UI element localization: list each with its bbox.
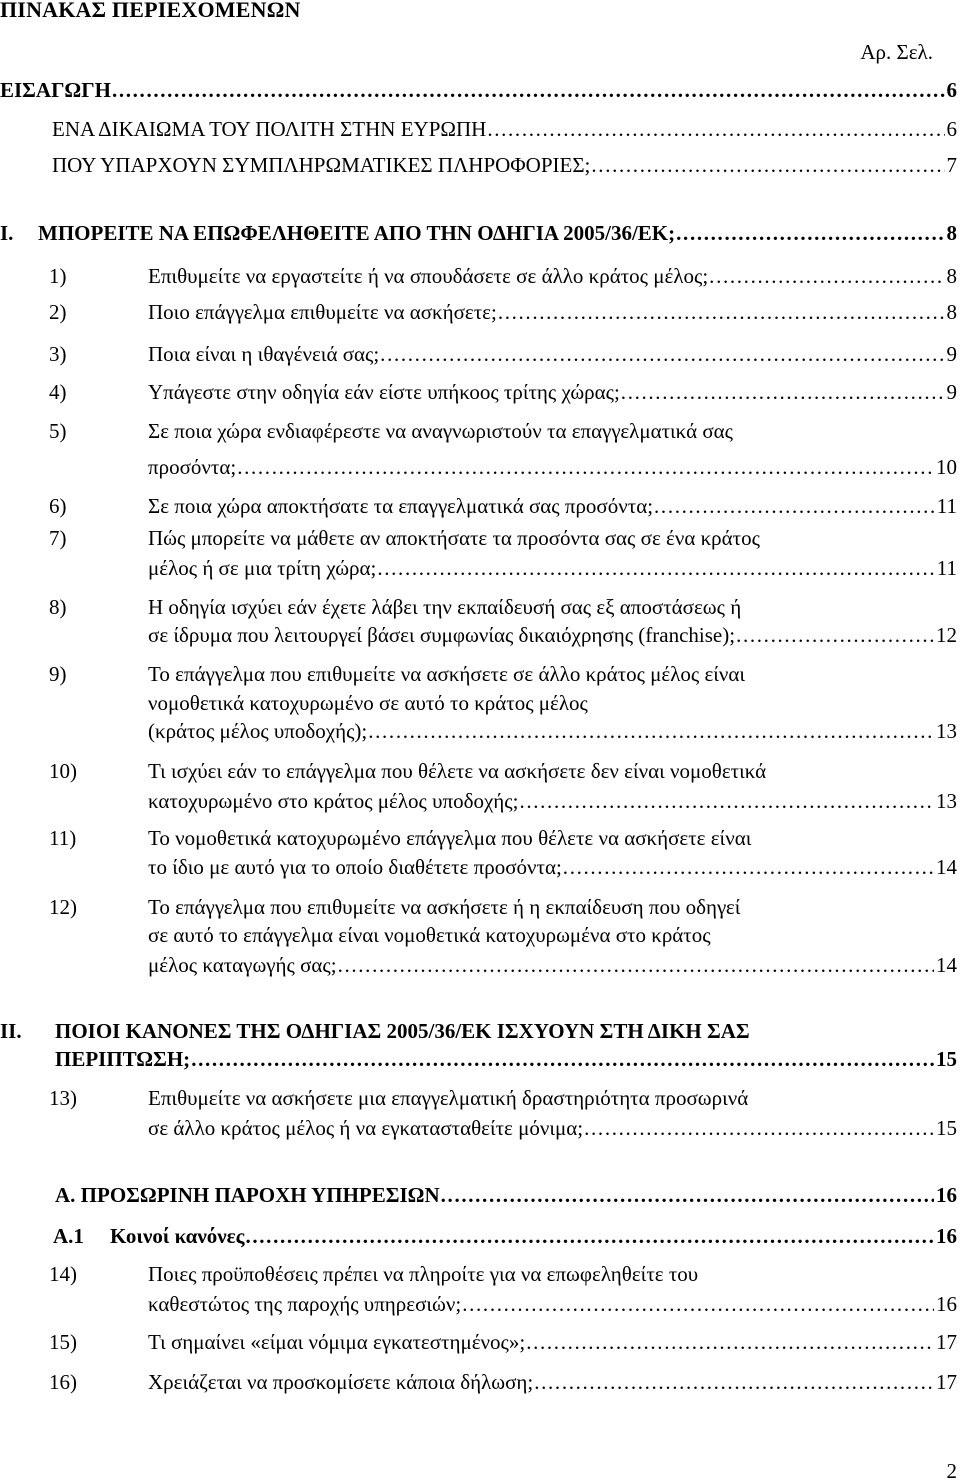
toc-entry-number: 1) <box>49 264 67 288</box>
toc-entry-page: 8 <box>946 300 957 324</box>
toc-entry-page: 14 <box>936 855 957 879</box>
toc-entry-page: 10 <box>936 455 957 479</box>
toc-entry-page: 15 <box>936 1116 957 1140</box>
toc-entry-number: 12) <box>49 895 77 919</box>
toc-entry-text: σε αυτό το επάγγελμα είναι νομοθετικά κατοχυρωμένα στο κράτος <box>148 923 711 947</box>
toc-entry-text: Υπάγεστε στην οδηγία εάν είστε υπήκοος τρίτης χώρας; <box>148 380 620 404</box>
toc-entry-text: Κοινοί κανόνες <box>110 1224 245 1248</box>
dot-leader <box>583 1113 934 1143</box>
toc-entry-text: Σε ποια χώρα ενδιαφέρεστε να αναγνωριστούν τα επαγγελματικά σας <box>148 419 733 443</box>
toc-entry-line <box>148 852 957 882</box>
toc-entry-page: 9 <box>946 342 957 366</box>
toc-entry-number: 7) <box>49 526 67 550</box>
toc-entry-text: Ποια είναι η ιθαγένειά σας; <box>148 342 380 366</box>
dot-leader <box>337 950 934 980</box>
toc-entry-page: 7 <box>946 153 957 177</box>
toc-entry-text: νομοθετικά κατοχυρωμένο σε αυτό το κράτος μέλος <box>148 691 588 715</box>
dot-leader <box>379 339 944 369</box>
toc-title: ΠΙΝΑΚΑΣ ΠΕΡΙΕΧΟΜΕΝΩΝ <box>0 0 301 22</box>
dot-leader <box>653 491 935 521</box>
toc-entry-page: 13 <box>936 719 957 743</box>
toc-entry-line <box>148 1327 957 1357</box>
toc-entry-text: σε άλλο κράτος μέλος ή να εγκατασταθείτε μόνιμα; <box>148 1116 584 1140</box>
dot-leader <box>708 261 944 291</box>
dot-leader <box>440 1180 934 1210</box>
toc-entry-line <box>55 1180 957 1210</box>
toc-entry-line <box>148 786 957 816</box>
dot-leader <box>675 218 944 248</box>
toc-entry-line <box>148 297 957 327</box>
toc-entry-text: Σε ποια χώρα αποκτήσατε τα επαγγελματικά σας προσόντα; <box>148 494 654 518</box>
toc-entry-text: Το νομοθετικά κατοχυρωμένο επάγγελμα που θέλετε να ασκήσετε είναι <box>148 826 752 850</box>
toc-entry-text: κατοχυρωμένο στο κράτος μέλος υποδοχής; <box>148 789 519 813</box>
toc-entry-number: 4) <box>49 380 67 404</box>
toc-entry-text: Ποιες προϋποθέσεις πρέπει να πληροίτε για να επωφεληθείτε του <box>148 1262 699 1286</box>
toc-entry-text: μέλος ή σε μια τρίτη χώρα; <box>148 556 377 580</box>
toc-entry-number: 10) <box>49 759 77 783</box>
toc-entry-line <box>110 1221 957 1251</box>
toc-entry-line <box>52 114 957 144</box>
toc-entry-line <box>148 452 957 482</box>
page-number: 2 <box>946 1459 957 1483</box>
dot-leader <box>244 1221 934 1251</box>
toc-entry-number: I. <box>0 221 14 245</box>
toc-entry-text: ΠΟΥ ΥΠΑΡΧΟΥΝ ΣΥΜΠΛΗΡΩΜΑΤΙΚΕΣ ΠΛΗΡΟΦΟΡΙΕΣ; <box>52 153 591 177</box>
toc-entry-number: 14) <box>49 1262 77 1286</box>
toc-entry-number: 6) <box>49 494 67 518</box>
dot-leader <box>367 716 934 746</box>
toc-entry-page: 8 <box>946 221 957 245</box>
toc-entry-text: ΕΝΑ ΔΙΚΑΙΩΜΑ ΤΟΥ ΠΟΛΙΤΗ ΣΤΗΝ ΕΥΡΩΠΗ <box>52 117 487 141</box>
toc-entry-text: Α. ΠΡΟΣΩΡΙΝΗ ΠΑΡΟΧΗ ΥΠΗΡΕΣΙΩΝ <box>55 1183 440 1207</box>
toc-entry-page: 17 <box>936 1370 957 1394</box>
dot-leader <box>620 377 945 407</box>
toc-entry-text: Ποιο επάγγελμα επιθυμείτε να ασκήσετε; <box>148 300 497 324</box>
toc-entry-line <box>38 218 957 248</box>
toc-entry-page: 17 <box>936 1330 957 1354</box>
toc-entry-page: 16 <box>936 1183 957 1207</box>
toc-entry-text: Πώς μπορείτε να μάθετε αν αποκτήσατε τα προσόντα σας σε ένα κράτος <box>148 526 760 550</box>
toc-entry-line <box>148 491 957 521</box>
toc-entry-text: σε ίδρυμα που λειτουργεί βάσει συμφωνίας δικαιόχρησης (franchise); <box>148 623 736 647</box>
dot-leader <box>111 75 945 105</box>
toc-entry-text: ΠΕΡΙΠΤΩΣΗ; <box>55 1047 191 1071</box>
toc-entry-number: 13) <box>49 1086 77 1110</box>
toc-entry-text: ΜΠΟΡΕΙΤΕ ΝΑ ΕΠΩΦΕΛΗΘΕΙΤΕ ΑΠΟ ΤΗΝ ΟΔΗΓΙΑ 2005/36/ΕΚ; <box>38 221 676 245</box>
dot-leader <box>486 114 944 144</box>
toc-entry-page: 11 <box>936 494 957 518</box>
toc-entry-line <box>148 1113 957 1143</box>
toc-entry-page: 14 <box>936 953 957 977</box>
toc-entry-line <box>148 377 957 407</box>
dot-leader <box>590 150 944 180</box>
toc-entry-text: μέλος καταγωγής σας; <box>148 953 337 977</box>
toc-entry-number: 11) <box>49 826 77 850</box>
toc-entry-line <box>148 1367 957 1397</box>
toc-entry-text: Το επάγγελμα που επιθυμείτε να ασκήσετε σε άλλο κράτος μέλος είναι <box>148 662 746 686</box>
toc-entry-page: 12 <box>936 623 957 647</box>
toc-entry-text: καθεστώτος της παροχής υπηρεσιών; <box>148 1292 462 1316</box>
dot-leader <box>735 620 934 650</box>
toc-entry-line <box>148 1289 957 1319</box>
toc-entry-number: 8) <box>49 595 67 619</box>
toc-entry-number: 9) <box>49 662 67 686</box>
toc-entry-number: 5) <box>49 419 67 443</box>
toc-entry-page: 11 <box>936 556 957 580</box>
toc-entry-page: 6 <box>946 78 957 102</box>
toc-entry-line <box>55 1044 957 1074</box>
page-column-header: Αρ. Σελ. <box>860 40 933 64</box>
toc-entry-line <box>148 553 957 583</box>
toc-entry-line <box>148 716 957 746</box>
toc-entry-number: Α.1 <box>53 1224 84 1248</box>
toc-entry-text: Τι ισχύει εάν το επάγγελμα που θέλετε να ασκήσετε δεν είναι νομοθετικά <box>148 759 767 783</box>
toc-entry-text: Χρειάζεται να προσκομίσετε κάποια δήλωση; <box>148 1370 534 1394</box>
toc-entry-page: 6 <box>946 117 957 141</box>
toc-entry-page: 16 <box>936 1292 957 1316</box>
toc-entry-number: II. <box>0 1019 22 1043</box>
dot-leader <box>562 852 934 882</box>
toc-entry-line <box>148 339 957 369</box>
dot-leader <box>190 1044 934 1074</box>
toc-entry-number: 2) <box>49 300 67 324</box>
toc-entry-page: 13 <box>936 789 957 813</box>
toc-entry-number: 15) <box>49 1330 77 1354</box>
toc-entry-text: Τι σημαίνει «είμαι νόμιμα εγκατεστημένος»; <box>148 1330 526 1354</box>
toc-entry-number: 3) <box>49 342 67 366</box>
toc-entry-text: Επιθυμείτε να εργαστείτε ή να σπουδάσετε σε άλλο κράτος μέλος; <box>148 264 709 288</box>
dot-leader <box>525 1327 934 1357</box>
toc-entry-text: ΕΙΣΑΓΩΓΗ <box>0 78 111 102</box>
toc-entry-text: Η οδηγία ισχύει εάν έχετε λάβει την εκπαίδευσή σας εξ αποστάσεως ή <box>148 595 742 619</box>
toc-entry-page: 9 <box>946 380 957 404</box>
toc-entry-text: προσόντα; <box>148 455 237 479</box>
dot-leader <box>497 297 945 327</box>
toc-entry-page: 8 <box>946 264 957 288</box>
toc-entry-page: 15 <box>936 1047 957 1071</box>
toc-entry-page: 16 <box>936 1224 957 1248</box>
toc-entry-text: το ίδιο με αυτό για το οποίο διαθέτετε προσόντα; <box>148 855 562 879</box>
dot-leader <box>533 1367 934 1397</box>
dot-leader <box>518 786 934 816</box>
toc-entry-text: (κράτος μέλος υποδοχής); <box>148 719 368 743</box>
dot-leader <box>461 1289 934 1319</box>
toc-entry-text: Επιθυμείτε να ασκήσετε μια επαγγελματική δραστηριότητα προσωρινά <box>148 1086 749 1110</box>
toc-entry-number: 16) <box>49 1370 77 1394</box>
toc-entry-text: Το επάγγελμα που επιθυμείτε να ασκήσετε ή η εκπαίδευση που οδηγεί <box>148 895 741 919</box>
dot-leader <box>376 553 934 583</box>
dot-leader <box>236 452 934 482</box>
toc-entry-line <box>52 150 957 180</box>
toc-entry-line <box>148 620 957 650</box>
toc-entry-line <box>148 261 957 291</box>
toc-entry-text: ΠΟΙΟΙ ΚΑΝΟΝΕΣ ΤΗΣ ΟΔΗΓΙΑΣ 2005/36/ΕΚ ΙΣΧΥΟΥΝ ΣΤΗ ΔΙΚΗ ΣΑΣ <box>55 1019 750 1043</box>
toc-entry-line <box>148 950 957 980</box>
toc-entry-line <box>0 75 957 105</box>
